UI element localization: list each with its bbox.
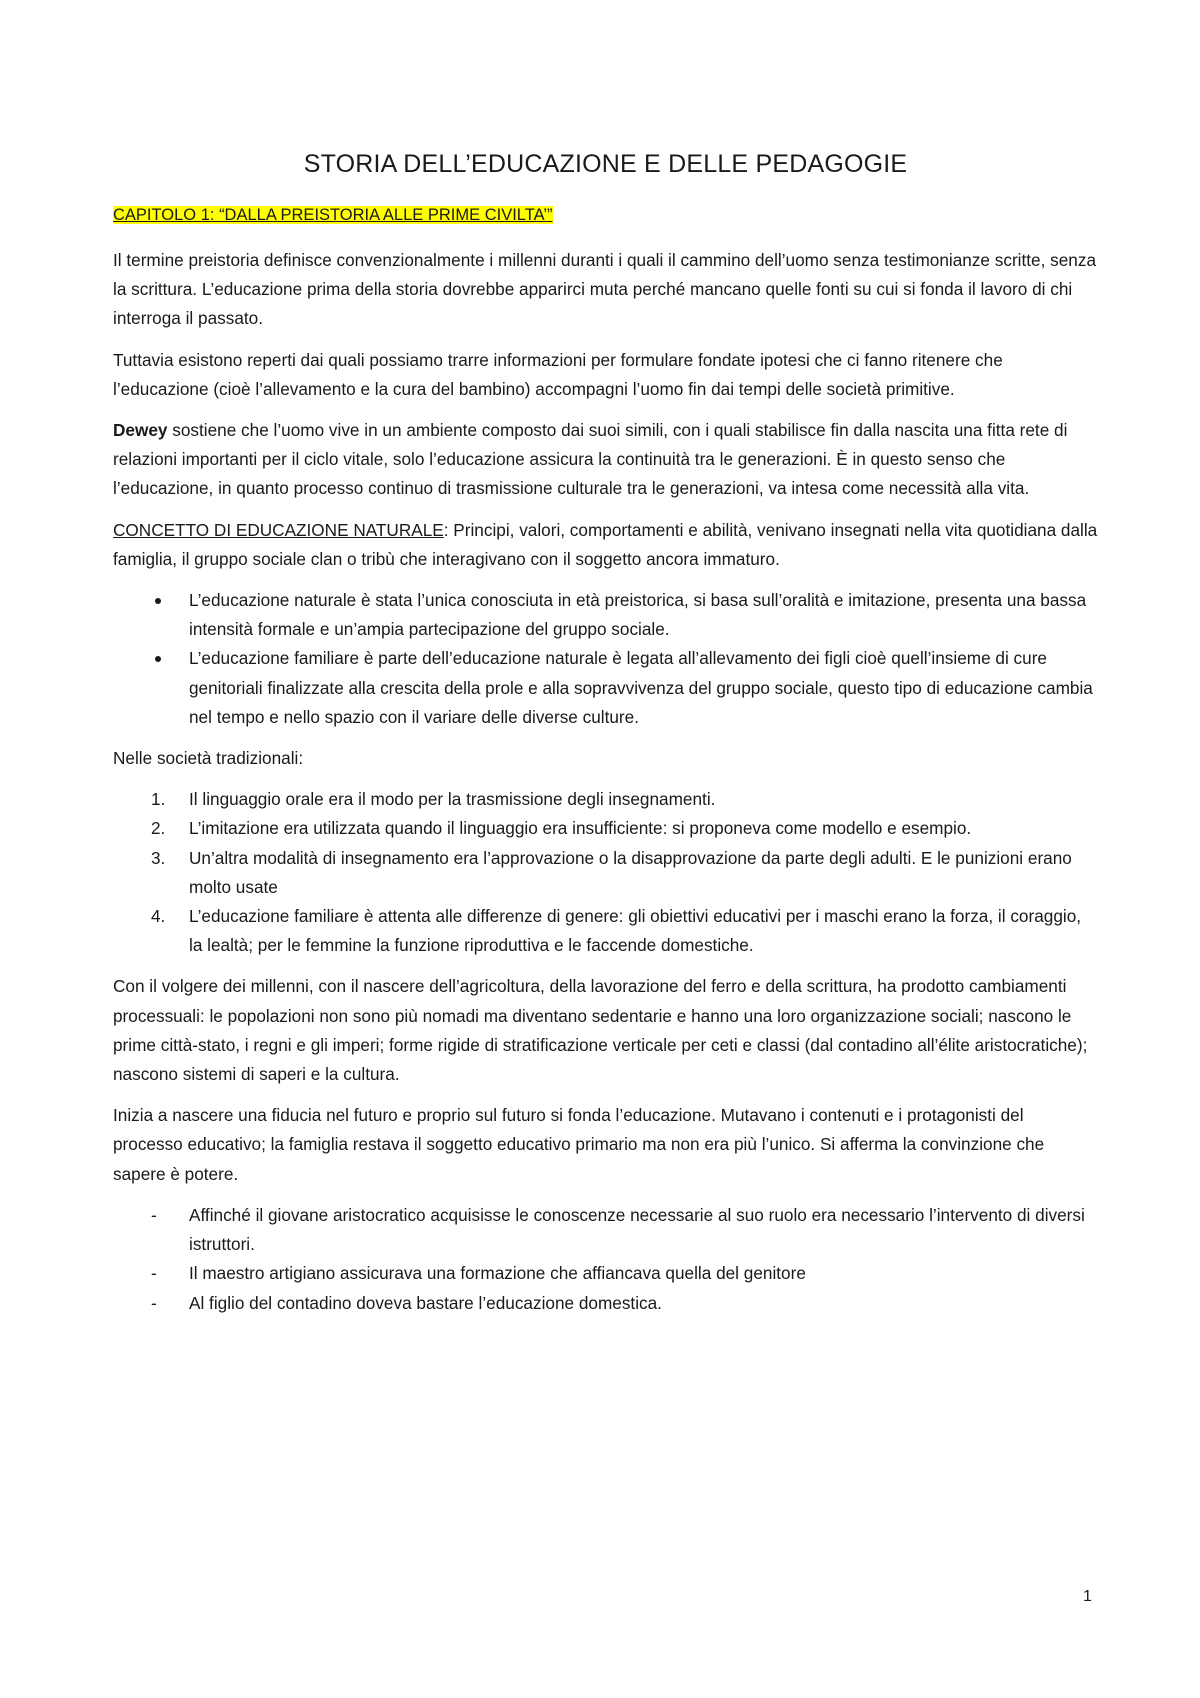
document-body <box>113 246 1098 1330</box>
list-item <box>113 902 1098 960</box>
underlined-term: CONCETTO DI EDUCAZIONE NATURALE <box>113 519 444 540</box>
numbered-list <box>113 785 1098 960</box>
dash-marker: - <box>151 1263 157 1284</box>
list-number: 2. <box>151 818 166 839</box>
bullet-list <box>113 586 1098 732</box>
list-item-text: Affinché il giovane aristocratico acquisisse le conoscenze necessarie al suo ruolo era necessario l’intervento di diversi istruttori. <box>189 1204 1085 1255</box>
list-item <box>113 785 1098 814</box>
list-item-text: Al figlio del contadino doveva bastare l’educazione domestica. <box>189 1292 662 1313</box>
list-item <box>113 814 1098 843</box>
paragraph-text: : Principi, valori, comportamenti e abilità, venivano insegnati nella vita quotidiana dalla famiglia, il gruppo sociale clan o tribù che interagivano con il soggetto ancora immaturo. <box>113 519 1098 569</box>
list-item-text: L’educazione familiare è parte dell’educazione naturale è legata all’allevamento dei figli cioè quell’insieme di cure genitoriali finalizzate alla crescita della prole e alla sopravvivenza del gruppo sociale, questo tipo di educazione cambia nel tempo e nello spazio con il variare delle diverse culture. <box>189 648 1093 727</box>
list-item-text: L’educazione naturale è stata l’unica conosciuta in età preistorica, si basa sull’oralità e imitazione, presenta una bassa intensità formale e un’ampia partecipazione del gruppo sociale. <box>189 590 1087 640</box>
list-item <box>113 844 1098 902</box>
list-item <box>113 1201 1098 1259</box>
page-number: 1 <box>1083 1588 1092 1605</box>
list-item-text: Il linguaggio orale era il modo per la trasmissione degli insegnamenti. <box>189 789 716 810</box>
document-title: STORIA DELL’EDUCAZIONE E DELLE PEDAGOGIE <box>303 150 908 178</box>
list-item <box>113 586 1098 644</box>
list-item <box>113 1289 1098 1318</box>
chapter-heading-text: CAPITOLO 1: “DALLA PREISTORIA ALLE PRIME CIVILTA’” <box>113 206 553 224</box>
paragraph: Inizia a nascere una fiducia nel futuro e proprio sul futuro si fonda l’educazione. Mutavano i contenuti e i protagonisti del processo educativo; la famiglia restava il soggetto educativo primario ma non era più l’unico. Si afferma la convinzione che sapere è potere. <box>113 1105 1045 1184</box>
list-item-text: L’imitazione era utilizzata quando il linguaggio era insufficiente: si proponeva come modello e esempio. <box>189 818 972 839</box>
paragraph: Nelle società tradizionali: <box>113 748 304 769</box>
list-number: 3. <box>151 847 166 868</box>
list-item <box>113 1259 1098 1288</box>
document-page <box>113 0 1098 1698</box>
bullet-icon <box>155 656 161 662</box>
paragraph: Il termine preistoria definisce convenzionalmente i millenni duranti i quali il cammino dell’uomo senza testimonianze scritte, senza la scrittura. L’educazione prima della storia dovrebbe apparirci muta perché mancano quelle fonti su cui si fonda il lavoro di chi interroga il passato. <box>113 250 1097 329</box>
paragraph <box>113 516 1098 574</box>
list-item-text: Il maestro artigiano assicurava una formazione che affiancava quella del genitore <box>189 1263 806 1284</box>
dash-marker: - <box>151 1204 157 1225</box>
dash-list <box>113 1201 1098 1318</box>
dash-marker: - <box>151 1292 157 1313</box>
bold-term: Dewey <box>113 420 168 441</box>
paragraph: Con il volgere dei millenni, con il nascere dell’agricoltura, della lavorazione del ferro e della scrittura, ha prodotto cambiamenti processuali: le popolazioni non sono più nomadi ma diventano sedentarie e hanno una loro organizzazione sociali; nascono le prime città-stato, i regni e gli imperi; forme rigide di stratificazione verticale per ceti e classi (dal contadino all’élite aristocratiche); nascono sistemi di saperi e la cultura. <box>113 976 1088 1085</box>
paragraph: Tuttavia esistono reperti dai quali possiamo trarre informazioni per formulare fondate ipotesi che ci fanno ritenere che l’educazione (cioè l’allevamento e la cura del bambino) accompagni l’uomo fin dai tempi delle società primitive. <box>113 349 1003 399</box>
bullet-icon <box>155 598 161 604</box>
list-item-text: Un’altra modalità di insegnamento era l’approvazione o la disapprovazione da parte degli adulti. E le punizioni erano molto usate <box>189 847 1072 897</box>
chapter-heading <box>113 206 553 225</box>
paragraph <box>113 416 1098 504</box>
list-number: 1. <box>151 789 166 810</box>
list-item <box>113 644 1098 732</box>
list-number: 4. <box>151 906 166 927</box>
list-item-text: L’educazione familiare è attenta alle differenze di genere: gli obiettivi educativi per i maschi erano la forza, il coraggio, la lealtà; per le femmine la funzione riproduttiva e le faccende domestiche. <box>189 906 1082 956</box>
paragraph-text: sostiene che l’uomo vive in un ambiente composto dai suoi simili, con i quali stabilisce fin dalla nascita una fitta rete di relazioni importanti per il ciclo vitale, solo l’educazione assicura la continuità tra le generazioni. È in questo senso che l’educazione, in quanto processo continuo di trasmissione culturale tra le generazioni, va intesa come necessità alla vita. <box>113 420 1068 499</box>
